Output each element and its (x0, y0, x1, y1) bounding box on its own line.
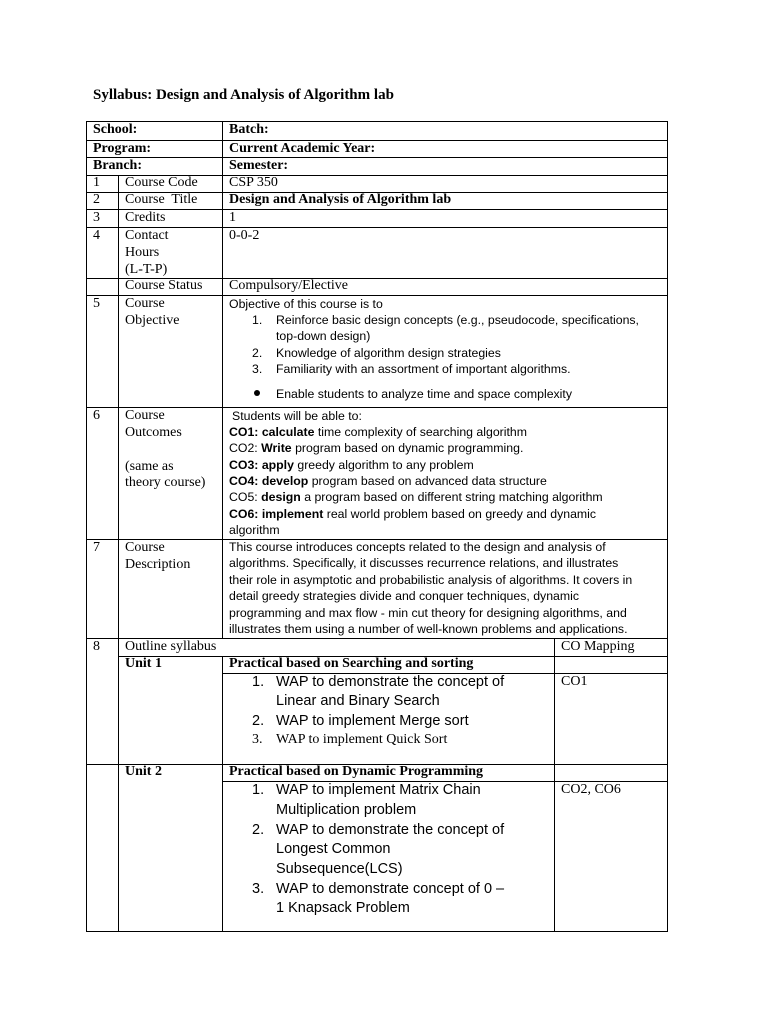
description-line: their role in asymptotic and probabilistic analysis of algorithms. It covers in (229, 573, 633, 587)
outcomes-label-5: theory course) (125, 475, 206, 490)
row-line (86, 931, 668, 932)
description-line: programming and max flow - min cut theory for designing algorithms, and (229, 606, 627, 620)
contact-hours-label-1: Contact (125, 228, 169, 243)
outcome-text: greedy algorithm to any problem (297, 458, 474, 472)
branch-label: Branch: (93, 158, 142, 173)
outcomes-label-4: (same as (125, 459, 174, 474)
semester-label: Semester: (229, 158, 289, 173)
row-line (86, 157, 668, 158)
row-number: 4 (93, 228, 100, 243)
description-label-2: Description (125, 557, 191, 572)
program-label: Program: (93, 141, 152, 156)
header-col-divider (222, 121, 223, 175)
outcome-item (229, 440, 523, 457)
unit-co-mapping: CO2, CO6 (561, 782, 621, 797)
credits-label: Credits (125, 210, 166, 225)
course-code-label: Course Code (125, 175, 198, 190)
border-right (667, 121, 668, 932)
contact-hours-value: 0-0-2 (229, 228, 260, 243)
description-label-1: Course (125, 540, 165, 555)
unit-item-text: Linear and Binary Search (276, 693, 440, 709)
outcome-item (229, 457, 474, 474)
unit-item-number: 2. (252, 822, 265, 838)
unit-item-number: 2. (252, 713, 265, 729)
unit-heading: Practical based on Searching and sorting (229, 656, 474, 671)
row-number: 3 (93, 210, 100, 225)
outcome-text: program based on dynamic programming. (295, 441, 524, 455)
outcome-item (229, 506, 596, 523)
credits-value: 1 (229, 210, 236, 225)
outcome-wrap: algorithm (229, 523, 280, 537)
unit-item-text: WAP to demonstrate the concept of (276, 674, 505, 690)
unit-col-divider (222, 656, 223, 932)
unit-item-number: 1. (252, 782, 265, 798)
outcome-verb: apply (261, 458, 294, 472)
outcome-code: CO3: (229, 458, 259, 472)
course-title-value: Design and Analysis of Algorithm lab (229, 192, 452, 207)
unit-item-text: WAP to implement Matrix Chain (276, 782, 481, 798)
outline-label: Outline syllabus (125, 639, 217, 654)
unit-co-mapping: CO1 (561, 674, 588, 689)
objective-item-text: Reinforce basic design concepts (e.g., pseudocode, specifications, (276, 313, 639, 327)
outcome-code: CO1: (229, 425, 259, 439)
course-status-label: Course Status (125, 278, 203, 293)
objective-label-1: Course (125, 296, 165, 311)
outcome-code: CO5: (229, 490, 258, 504)
unit-item-text: WAP to demonstrate concept of 0 – (276, 881, 505, 897)
unit-item-text: Longest Common (276, 841, 391, 857)
unit-item-number: 3. (252, 881, 265, 897)
objective-item-number: 3. (252, 362, 263, 376)
outcome-item (229, 424, 527, 441)
unit-label: Unit 1 (125, 656, 162, 671)
outcomes-label-2: Outcomes (125, 425, 182, 440)
row-line (86, 121, 668, 122)
row-line (86, 407, 668, 408)
unit-item-text: WAP to implement Merge sort (276, 713, 469, 729)
document-title: Syllabus: Design and Analysis of Algorithm lab (93, 87, 394, 103)
unit-label: Unit 2 (125, 764, 162, 779)
outcome-text: program based on advanced data structure (311, 474, 547, 488)
batch-label: Batch: (229, 122, 269, 137)
objective-item-number: 2. (252, 346, 263, 360)
row-number: 6 (93, 408, 100, 423)
outcome-text: a program based on different string matching algorithm (304, 490, 603, 504)
academic-year-label: Current Academic Year: (229, 141, 376, 156)
row-line (86, 227, 668, 228)
row-number: 2 (93, 192, 100, 207)
objective-item-number: 1. (252, 313, 263, 327)
unit-item-text: Multiplication problem (276, 802, 417, 818)
unit-item-text: WAP to demonstrate the concept of (276, 822, 505, 838)
contact-hours-label-3: (L-T-P) (125, 262, 168, 277)
row-line (86, 209, 668, 210)
outcome-code: CO6: (229, 507, 259, 521)
objective-bullet-text: Enable students to analyze time and space complexity (276, 387, 572, 401)
description-line: algorithms. Specifically, it discusses recurrence relations, and illustrates (229, 556, 619, 570)
outcome-verb: implement (261, 507, 324, 521)
unit-item-text: Subsequence(LCS) (276, 861, 403, 877)
unit-item-number: 1. (252, 674, 265, 690)
course-code-value: CSP 350 (229, 175, 278, 190)
row-number: 5 (93, 296, 100, 311)
outcome-text: real world problem based on greedy and dynamic (326, 507, 597, 521)
unit-heading: Practical based on Dynamic Programming (229, 764, 484, 779)
objective-item-text: Knowledge of algorithm design strategies (276, 346, 501, 360)
outcome-code: CO2: (229, 441, 258, 455)
unit-item-text: 1 Knapsack Problem (276, 900, 410, 916)
objective-label-2: Objective (125, 313, 180, 328)
mapping-col-divider (554, 638, 555, 932)
description-line: illustrates them using a number of well-known problems and applications. (229, 622, 628, 636)
outcome-verb: develop (261, 474, 309, 488)
outcome-item (229, 473, 547, 490)
outcome-item (229, 489, 603, 506)
bullet-dot-icon (254, 390, 260, 396)
num-col-divider (118, 175, 119, 932)
co-mapping-header: CO Mapping (561, 639, 635, 654)
unit-item-number: 3. (252, 732, 263, 747)
objective-intro: Objective of this course is to (229, 297, 383, 311)
course-status-value: Compulsory/Elective (229, 278, 348, 293)
outcome-text: time complexity of searching algorithm (317, 425, 528, 439)
outcome-code: CO4: (229, 474, 259, 488)
school-label: School: (93, 122, 138, 137)
row-number: 7 (93, 540, 100, 555)
outcomes-intro: Students will be able to: (232, 409, 362, 423)
row-number: 8 (93, 639, 100, 654)
course-title-label: Course Title (125, 192, 198, 207)
border-left (86, 121, 87, 932)
outcome-verb: design (261, 490, 301, 504)
outcomes-label-1: Course (125, 408, 165, 423)
row-number: 1 (93, 175, 100, 190)
outcome-verb: Write (261, 441, 292, 455)
row-line (86, 140, 668, 141)
outcome-verb: calculate (261, 425, 315, 439)
contact-hours-label-2: Hours (125, 245, 160, 260)
objective-item-text: Familiarity with an assortment of important algorithms. (276, 362, 571, 376)
description-line: This course introduces concepts related to the design and analysis of (229, 540, 606, 554)
objective-item-text: top-down design) (276, 329, 371, 343)
description-line: detail greedy strategies divide and conquer techniques, dynamic (229, 589, 579, 603)
unit-item-text: WAP to implement Quick Sort (276, 732, 448, 747)
